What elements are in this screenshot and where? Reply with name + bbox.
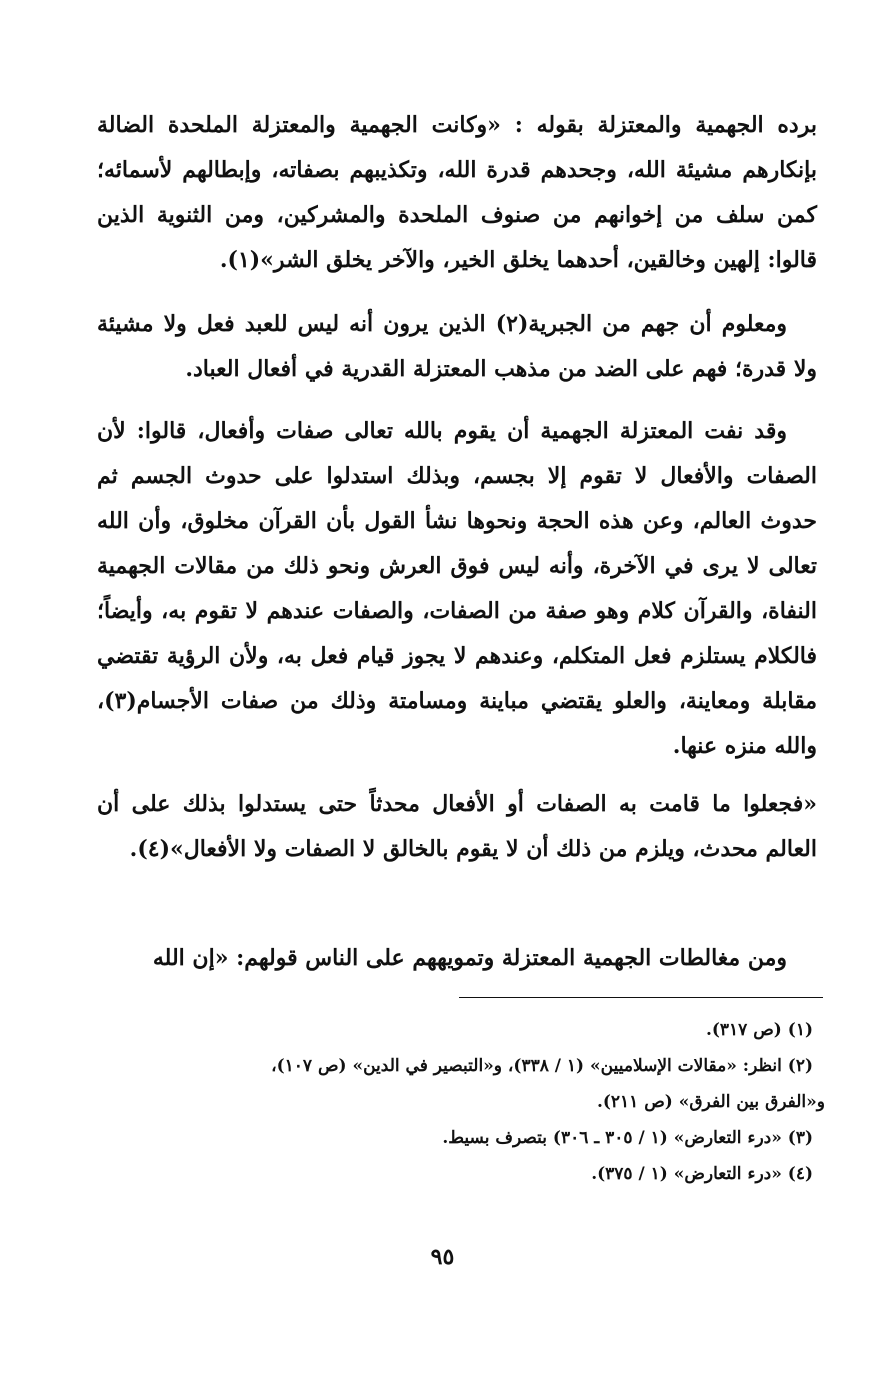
paragraph-text: برده الجهمية والمعتزلة بقوله : «وكانت الجهمية والمعتزلة الملحدة الضالة بإنكارهم مشيئة الله، وجحدهم قدرة الله، وتكذيبهم بصفاته، وإبطالهم لأسمائه؛ كمن سلف من إخوانهم من صنوف الملحدة والمشركين، ومن الثنوية الذين قالوا: إلهين وخالقين، أحدهما يخلق الخير، والآخر يخلق الشر»(١).: [97, 112, 817, 273]
footnote: (٣) «درء التعارض» (١ / ٣٠٥ ـ ٣٠٦) بتصرف بسيط.: [442, 1128, 813, 1148]
paragraph-text: ومن مغالطات الجهمية المعتزلة وتمويههم على الناس قولهم: «إن الله: [152, 945, 787, 971]
body-paragraph: [97, 103, 817, 297]
footnote-continuation: و«الفرق بين الفرق» (ص ٢١١).: [596, 1092, 825, 1112]
page-number: ٩٥: [430, 1244, 455, 1270]
body-paragraph: [97, 936, 817, 995]
body-paragraph: [97, 302, 817, 406]
footnotes: [93, 1012, 825, 1192]
paragraph-text: وقد نفت المعتزلة الجهمية أن يقوم بالله تعالى صفات وأفعال، قالوا: لأن الصفات والأفعال لا تقوم إلا بجسم، وبذلك استدلوا على حدوث الجسم ثم حدوث العالم، وعن هذه الحجة ونحوها نشأ القول بأن القرآن مخلوق، وأن الله تعالى لا يرى في الآخرة، وأنه ليس فوق العرش ونحو ذلك من مقالات الجهمية النفاة، والقرآن كلام وهو صفة من الصفات، والصفات عندهم لا تقوم به، وأيضاً؛ فالكلام يستلزم فعل المتكلم، وعندهم لا يجوز قيام فعل به، ولأن الرؤية تقتضي مقابلة ومعاينة، والعلو يقتضي مباينة ومسامتة وذلك من صفات الأجسام(٣)، والله منزه عنها.: [97, 418, 817, 759]
footnote: (٢) انظر: «مقالات الإسلاميين» (١ / ٣٣٨)، و«التبصير في الدين» (ص ١٠٧)،: [271, 1056, 813, 1076]
footnote: (٤) «درء التعارض» (١ / ٣٧٥).: [591, 1164, 813, 1184]
paragraph-text: «فجعلوا ما قامت به الصفات أو الأفعال محدثاً حتى يستدلوا بذلك على أن العالم محدث، ويلزم من ذلك أن لا يقوم بالخالق لا الصفات ولا الأفعال»(٤).: [97, 791, 817, 862]
body-paragraph: [97, 409, 817, 783]
footnote: (١) (ص ٣١٧).: [705, 1020, 813, 1040]
footnote-separator: [459, 997, 823, 998]
body-paragraph: [97, 782, 817, 886]
paragraph-text: ومعلوم أن جهم من الجبرية(٢) الذين يرون أنه ليس للعبد فعل ولا مشيئة ولا قدرة؛ فهم على الضد من مذهب المعتزلة القدرية في أفعال العباد.: [97, 311, 817, 382]
